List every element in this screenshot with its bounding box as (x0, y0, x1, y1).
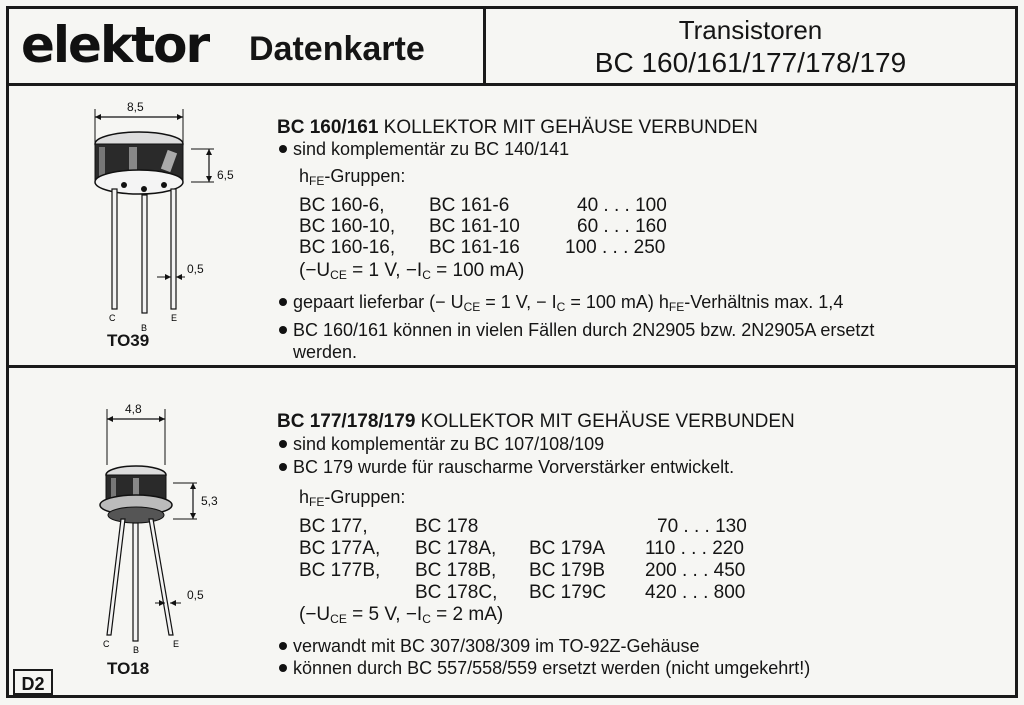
section1-heading (277, 117, 758, 139)
section2-bullet-2-text: BC 179 wurde für rauscharme Vorverstärker entwickelt. (293, 457, 735, 477)
datenkarte-label: Datenkarte (249, 30, 425, 68)
section1-bullet-1-text: sind komplementär zu BC 140/141 (293, 139, 570, 159)
to18-package-label: TO18 (107, 659, 150, 678)
to39-height-label: 6,5 (217, 168, 234, 182)
to39-pin-e: E (171, 313, 178, 323)
section1-row-c1-0: BC 160-6, (299, 195, 385, 216)
section2-row-c2-3: BC 178C, (415, 582, 498, 603)
section2-row-range-1: 110 . . . 220 (645, 538, 744, 559)
b2-c-sub: FE (668, 300, 685, 314)
section2-row-c3-1: BC 179A (529, 538, 606, 559)
section1-row-c2-0: BC 161-6 (429, 195, 510, 216)
section1-bullet-3-text: BC 160/161 können in vielen Fällen durch 2N2905 bzw. 2N2905A ersetzt (293, 320, 875, 340)
section2-row-c3-3: BC 179C (529, 582, 607, 603)
section1-conditions (299, 260, 524, 286)
section1-hfe-label (299, 165, 405, 192)
section1-bullet-2 (279, 291, 843, 318)
page-code-badge: D2 (13, 669, 53, 695)
bullet-icon (279, 298, 287, 306)
hfe-rest: -Gruppen: (324, 166, 406, 186)
to39-package-label: TO39 (107, 331, 150, 350)
section2-bullet-3-text: verwandt mit BC 307/308/309 im TO-92Z-Gehäuse (293, 636, 700, 656)
section2-row-c1-2: BC 177B, (299, 560, 381, 581)
title-line-1: Transistoren (678, 15, 823, 45)
cond-c: = 100 mA) (430, 260, 525, 281)
title-line-2: BC 160/161/177/178/179 (594, 47, 907, 78)
to18-drawing (69, 395, 269, 665)
section2-bullet-4 (279, 657, 810, 679)
elektor-logo: elektor (21, 16, 209, 74)
section2-row-range-3: 420 . . . 800 (645, 582, 746, 603)
b2-a: gepaart lieferbar (− U (293, 292, 464, 312)
section2-row-c2-2: BC 178B, (415, 560, 497, 581)
to18-width-label: 4,8 (125, 402, 142, 416)
section2-heading-types: BC 177/178/179 (277, 411, 416, 432)
section2-bullet-3 (279, 635, 700, 657)
b2-b-sub: C (556, 300, 566, 314)
section2-bullet-2 (279, 456, 734, 478)
section2-row-c1-1: BC 177A, (299, 538, 381, 559)
section2-heading-text: KOLLEKTOR MIT GEHÄUSE VERBUNDEN (415, 411, 795, 432)
bullet-icon (279, 642, 287, 650)
section2-conditions (299, 604, 503, 630)
section1-bullet-1 (279, 138, 569, 160)
header (9, 9, 1015, 86)
cond-b: = 1 V, −I (346, 260, 423, 281)
section1-row-range-1: 60 . . . 160 (577, 216, 667, 237)
to18-pin-label: 0,5 (187, 588, 204, 602)
to18-pin-c: C (103, 639, 110, 649)
section1-row-range-2: 100 . . . 250 (565, 237, 666, 258)
cond-a: (−U (299, 260, 331, 281)
hfe-sub: FE (309, 495, 325, 509)
cond-b-sub: C (422, 612, 431, 626)
section1-heading-types: BC 160/161 (277, 117, 379, 138)
to18-pin-e: E (173, 639, 180, 649)
bullet-icon (279, 664, 287, 672)
b2-d: -Verhältnis max. 1,4 (684, 292, 844, 312)
cond-a-sub: CE (330, 268, 347, 282)
section2-row-c1-0: BC 177, (299, 516, 368, 537)
section1-row-c1-1: BC 160-10, (299, 216, 396, 237)
section1-row-range-0: 40 . . . 100 (577, 195, 667, 216)
to18-pin-b: B (133, 645, 140, 655)
to39-pin-b: B (141, 323, 148, 333)
hfe-rest: -Gruppen: (324, 487, 406, 507)
bullet-icon (279, 440, 287, 448)
b2-b: = 1 V, − I (480, 292, 557, 312)
bullet-icon (279, 145, 287, 153)
section-divider (9, 365, 1015, 368)
to39-pin-c: C (109, 313, 116, 323)
section2-row-range-2: 200 . . . 450 (645, 560, 746, 581)
section2-hfe-label (299, 486, 405, 513)
section1-heading-text: KOLLEKTOR MIT GEHÄUSE VERBUNDEN (378, 117, 758, 138)
section1-bullet-3-cont: werden. (293, 342, 358, 362)
to39-width-label: 8,5 (127, 100, 144, 114)
cond-b: = 5 V, −I (346, 604, 423, 625)
cond-b-sub: C (422, 268, 431, 282)
to39-pin-label: 0,5 (187, 262, 204, 276)
section2-row-c3-2: BC 179B (529, 560, 606, 581)
section1-row-c2-1: BC 161-10 (429, 216, 520, 237)
section2-row-c2-1: BC 178A, (415, 538, 497, 559)
b2-c: = 100 mA) h (565, 292, 669, 312)
section1-row-c2-2: BC 161-16 (429, 237, 520, 258)
section2-bullet-1-text: sind komplementär zu BC 107/108/109 (293, 434, 605, 454)
section2-row-c2-0: BC 178 (415, 516, 479, 537)
bullet-icon (279, 463, 287, 471)
hfe-sub: FE (309, 174, 325, 188)
section2-heading (277, 411, 795, 433)
to39-drawing (69, 89, 269, 359)
b2-a-sub: CE (463, 300, 481, 314)
bullet-icon (279, 326, 287, 334)
to18-height-label: 5,3 (201, 494, 218, 508)
cond-c: = 2 mA) (430, 604, 504, 625)
section2-bullet-1 (279, 433, 604, 455)
cond-a: (−U (299, 604, 331, 625)
section2-row-range-0: 70 . . . 130 (657, 516, 747, 537)
section1-row-c1-2: BC 160-16, (299, 237, 396, 258)
section2-bullet-4-text: können durch BC 557/558/559 ersetzt werden (nicht umgekehrt!) (293, 658, 811, 678)
hfe-h: h (299, 166, 310, 186)
cond-a-sub: CE (330, 612, 347, 626)
datasheet-card (6, 6, 1018, 698)
hfe-h: h (299, 487, 310, 507)
section1-bullet-3 (279, 319, 874, 341)
